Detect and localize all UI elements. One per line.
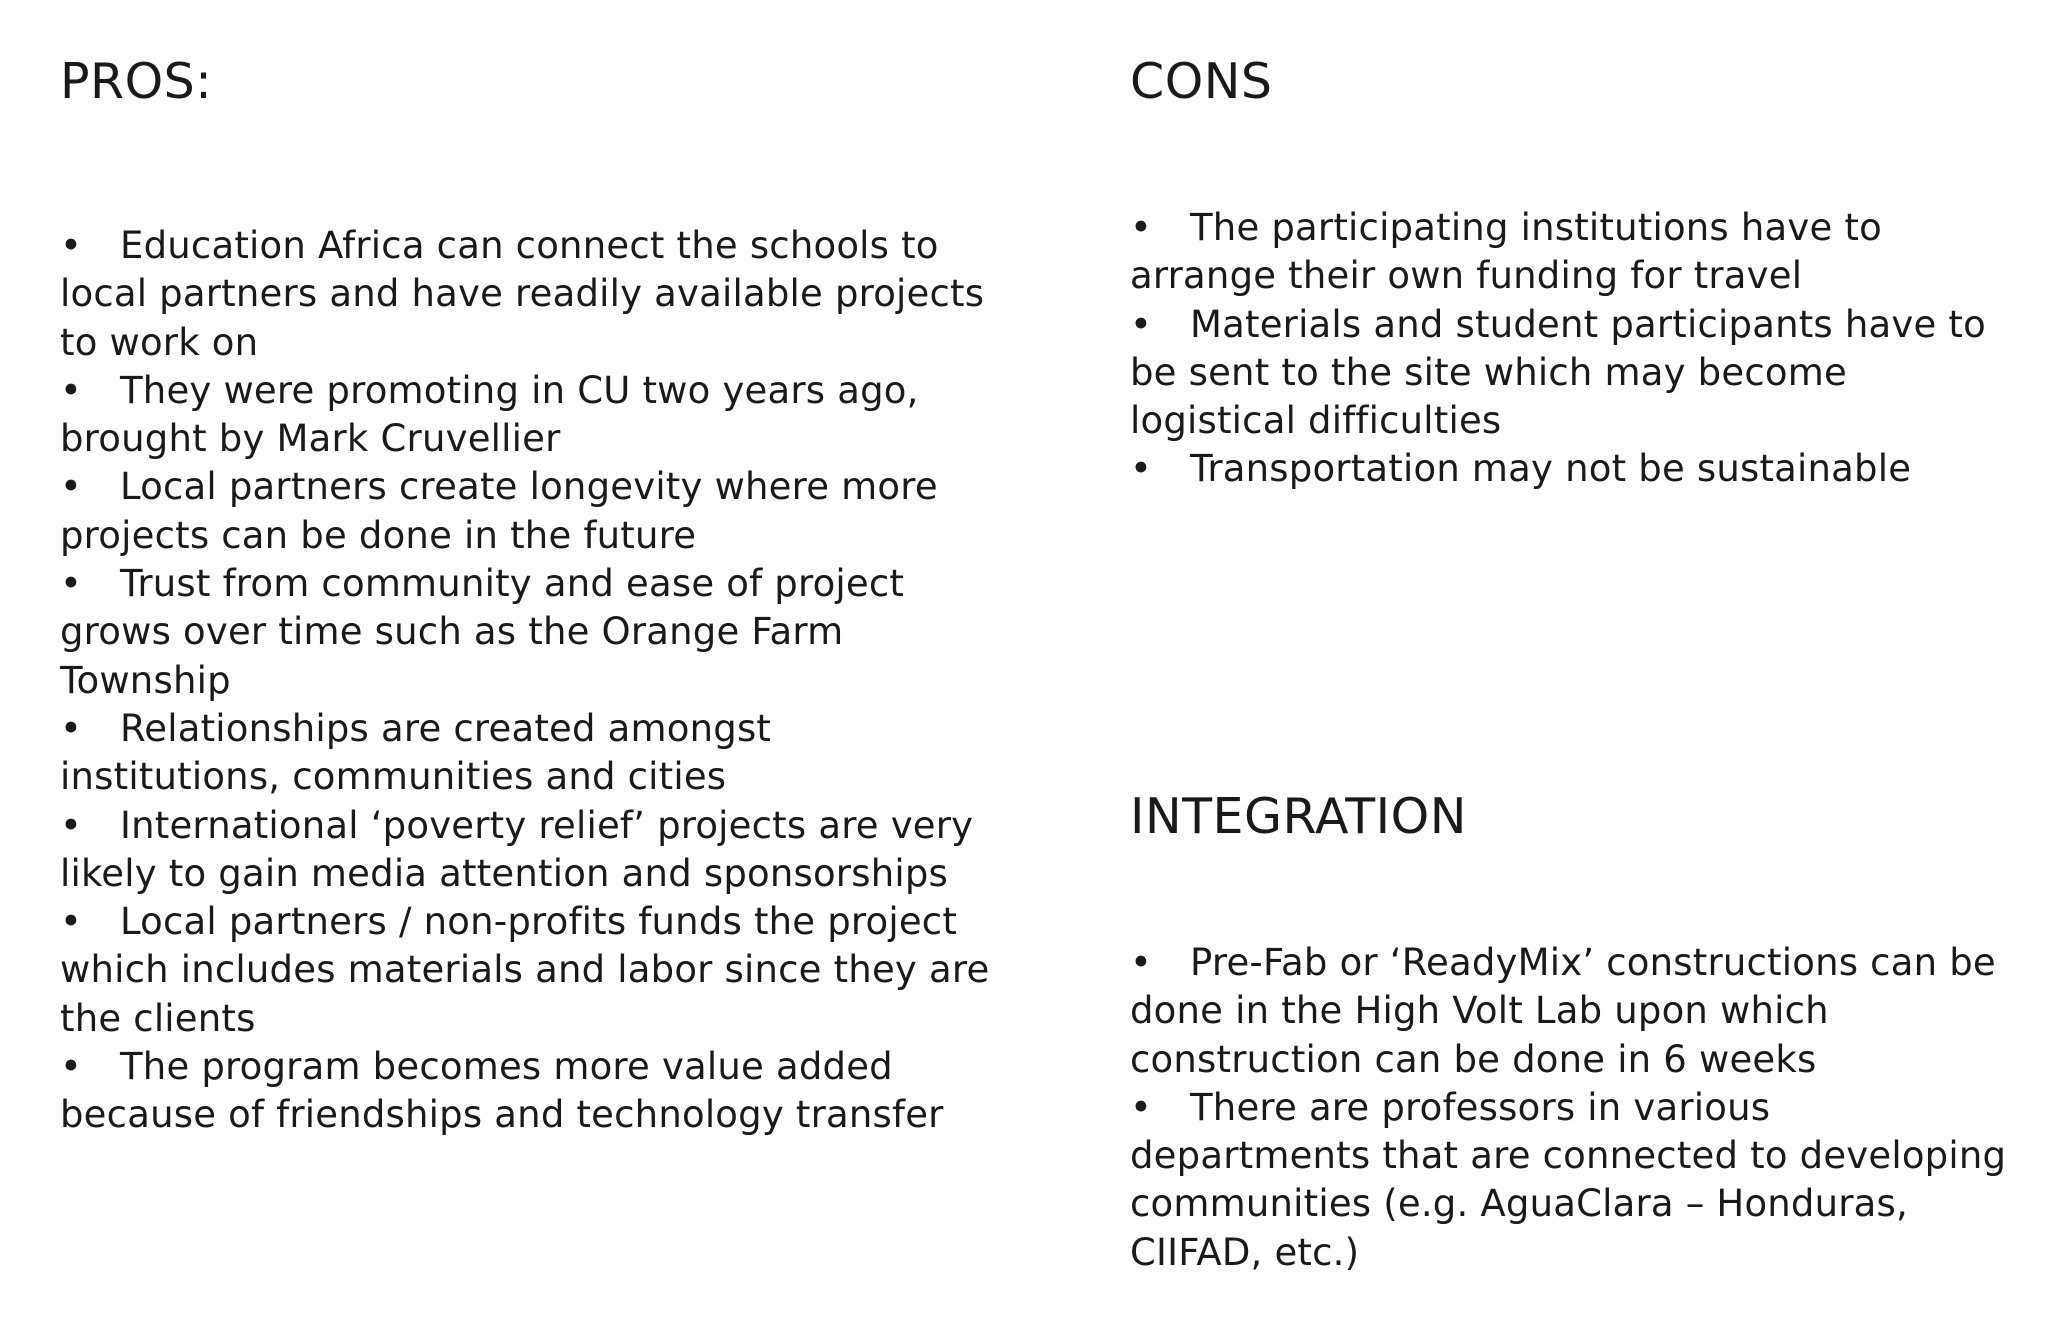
bullet-icon: • [60, 1045, 83, 1089]
integration-list [1130, 939, 2010, 1277]
cons-list [1130, 204, 2010, 494]
list-item: • Local partners / non-profits funds the project which includes materials and labor since they are the clients [60, 900, 990, 1040]
list-item: • Pre-Fab or ‘ReadyMix’ constructions can be done in the High Volt Lab upon which construction can be done in 6 weeks [1130, 941, 1996, 1081]
bullet-icon: • [60, 465, 83, 509]
list-item: • There are professors in various departments that are connected to developing communities (e.g. AguaClara – Honduras, CIIFAD, etc.) [1130, 1085, 2007, 1274]
bullet-icon: • [60, 803, 83, 847]
list-item: • The program becomes more value added because of friendships and technology transfer [60, 1045, 944, 1137]
list-item: • Materials and student participants have to be sent to the site which may become logistical difficulties [1130, 302, 1986, 443]
bullet-icon: • [60, 368, 83, 412]
cons-section [1130, 52, 2010, 494]
pros-section [60, 52, 1000, 1140]
bullet-icon: • [60, 706, 83, 750]
bullet-icon: • [60, 224, 83, 267]
list-item: • Relationships are created amongst institutions, communities and cities [60, 706, 772, 799]
cons-heading: CONS [1130, 53, 1273, 110]
list-item: • The participating institutions have to arrange their own funding for travel [1130, 206, 1882, 298]
bullet-icon: • [1130, 302, 1153, 346]
bullet-icon: • [60, 900, 83, 944]
list-item: • They were promoting in CU two years ago, brought by Mark Cruvellier [60, 368, 919, 461]
pros-heading: PROS: [60, 53, 213, 110]
integration-heading: INTEGRATION [1130, 788, 1467, 845]
list-item: • Education Africa can connect the schools to local partners and have readily available projects to work on [60, 224, 985, 364]
list-item: • International ‘poverty relief’ projects are very likely to gain media attention and sponsorships [60, 803, 974, 895]
bullet-icon: • [1130, 941, 1153, 984]
list-item: • Trust from community and ease of project grows over time such as the Orange Farm Township [60, 562, 905, 702]
bullet-icon: • [1130, 206, 1153, 249]
bullet-icon: • [1130, 447, 1153, 491]
list-item: • Transportation may not be sustainable [1130, 445, 2010, 493]
bullet-icon: • [1130, 1085, 1153, 1129]
pros-list [60, 222, 1000, 1140]
list-item: • Local partners create longevity where more projects can be done in the future [60, 465, 938, 557]
bullet-icon: • [60, 562, 83, 606]
integration-section [1130, 787, 2010, 1277]
